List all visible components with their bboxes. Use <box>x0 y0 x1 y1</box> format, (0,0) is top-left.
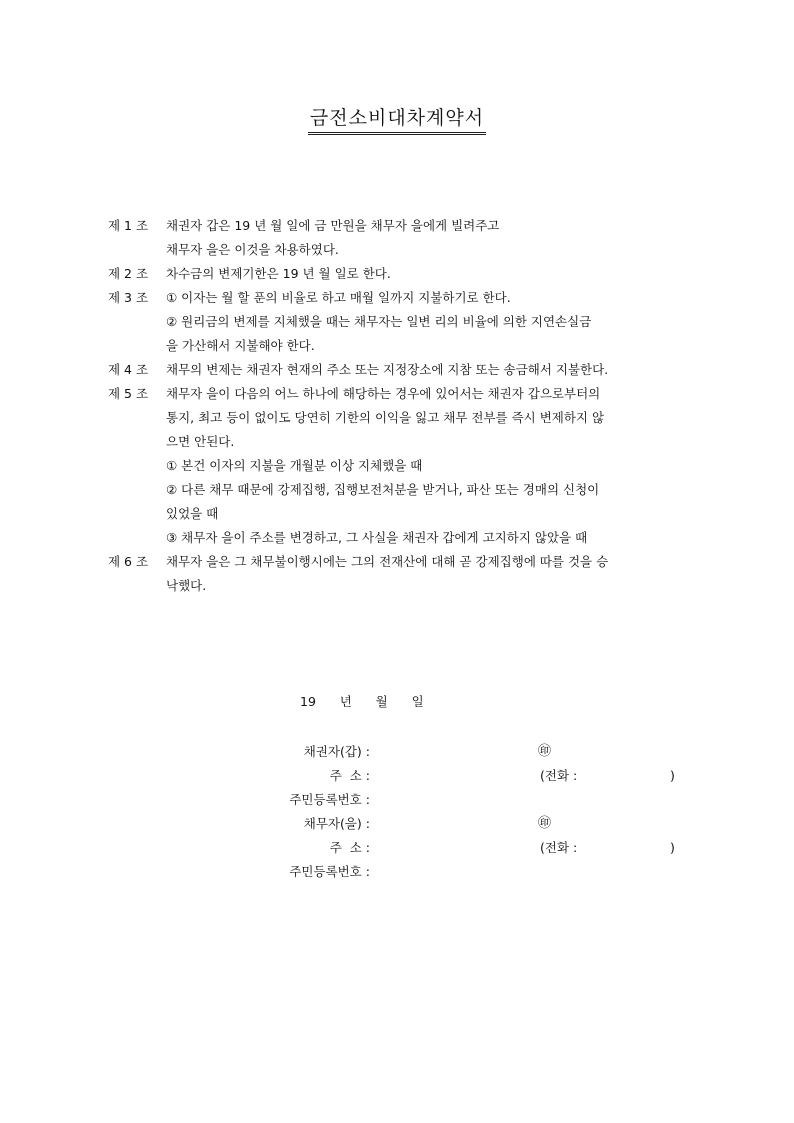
article-2: 제 2 조 차수금의 변제기한은 19 년 월 일로 한다. <box>108 266 391 281</box>
article-5-line: ③ 채무자 을이 주소를 변경하고, 그 사실을 채권자 갑에게 고지하지 않았을 때 <box>166 530 588 545</box>
article-5-line: 있었을 때 <box>166 506 219 521</box>
seal-icon: ㊞ <box>538 744 552 759</box>
article-3-line: 을 가산해서 지불해야 한다. <box>166 338 315 353</box>
creditor-rrn-row: 주민등록번호 : <box>289 792 370 807</box>
article-1: 제 1 조 채권자 갑은 19 년 월 일에 금 만원을 채무자 을에게 빌려주고 <box>108 218 500 233</box>
creditor-address-row: 주 소 : (전화 : ) <box>329 768 675 783</box>
debtor-rrn-row: 주민등록번호 : <box>289 864 370 879</box>
article-5-line: 통지, 최고 등이 없이도 당연히 기한의 이익을 잃고 채무 전부를 즉시 변제하지 않 <box>166 410 605 425</box>
signature-block <box>270 740 690 884</box>
creditor-row: 채권자(갑) : ㊞ <box>270 740 690 764</box>
articles <box>108 214 688 598</box>
seal-icon: ㊞ <box>538 816 552 831</box>
debtor-address-row: 주 소 : (전화 : ) <box>329 840 675 855</box>
document-title: 금전소비대차계약서 <box>0 103 794 135</box>
article-4: 제 4 조 채무의 변제는 채권자 현재의 주소 또는 지정장소에 지참 또는 송금해서 지불한다. <box>108 362 609 377</box>
contract-date: 19 년 월 일 <box>300 694 424 709</box>
debtor-row: 채무자(을) : ㊞ <box>270 812 690 836</box>
article-5-line: ② 다른 채무 때문에 강제집행, 집행보전처분을 받거나, 파산 또는 경매의 신청이 <box>166 482 600 497</box>
article-5-line: ① 본건 이자의 지불을 개월분 이상 지체했을 때 <box>166 458 423 473</box>
article-6-line: 낙했다. <box>166 578 207 593</box>
article-3-line: ② 원리금의 변제를 지체했을 때는 채무자는 일변 리의 비율에 의한 지연손실금 <box>166 314 592 329</box>
article-5-line: 으면 안된다. <box>166 434 235 449</box>
article-3: 제 3 조 ① 이자는 월 할 푼의 비율로 하고 매월 일까지 지불하기로 한다. <box>108 290 511 305</box>
article-1-line: 채무자 을은 이것을 차용하였다. <box>166 242 339 257</box>
article-5: 제 5 조 채무자 을이 다음의 어느 하나에 해당하는 경우에 있어서는 채권자 갑으로부터의 <box>108 386 601 401</box>
article-6: 제 6 조 채무자 을은 그 채무불이행시에는 그의 전재산에 대해 곧 강제집행에 따를 것을 승 <box>108 554 609 569</box>
